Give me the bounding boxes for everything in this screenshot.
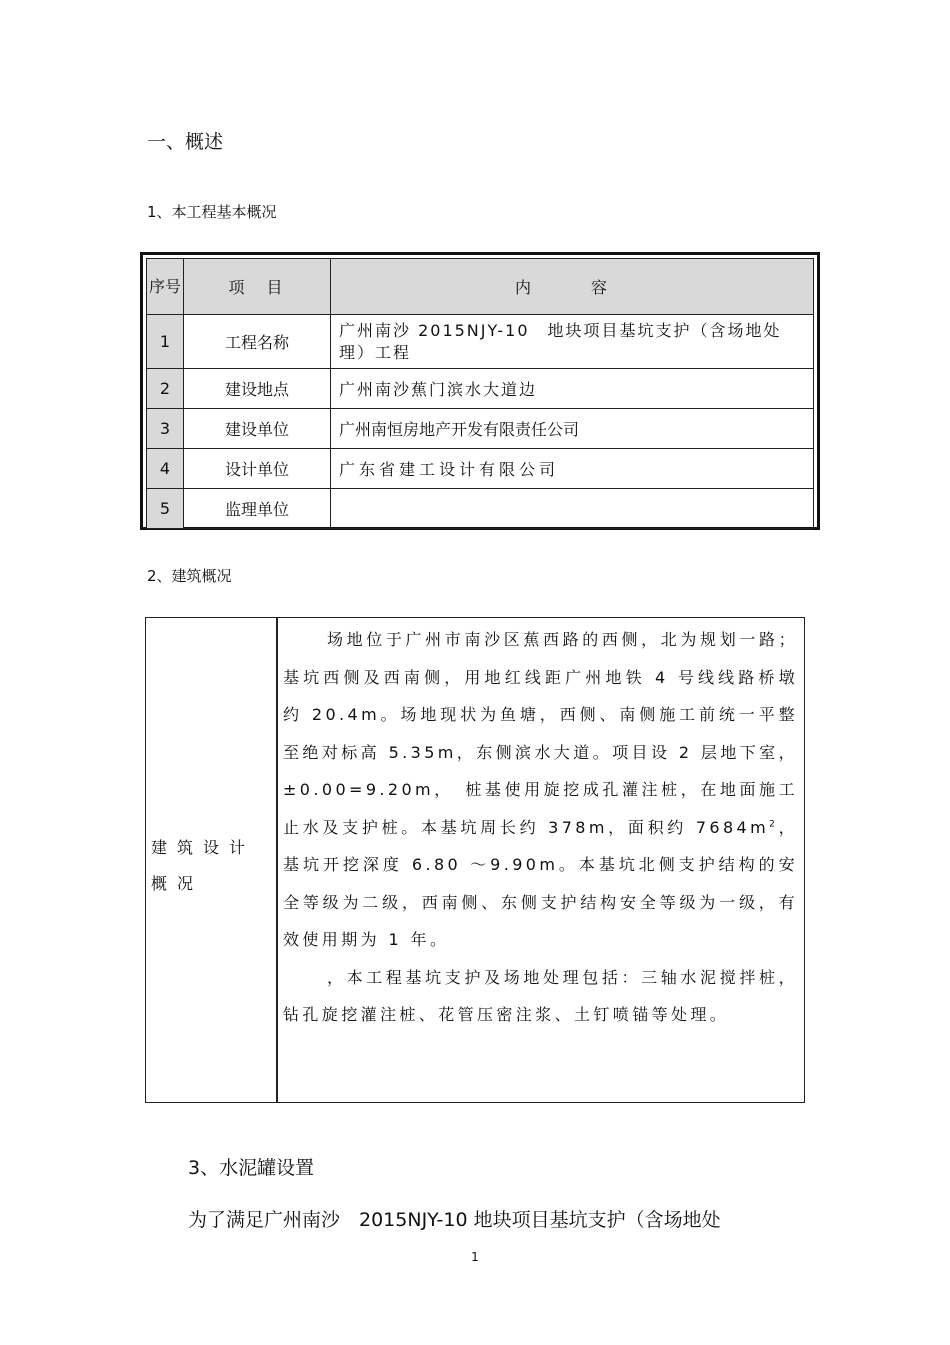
section-3-paragraph: 为了满足广州南沙 2015NJY-10 地块项目基坑支护（含场地处 [188,1209,721,1231]
superscript: 2 [769,819,779,830]
description-cell [283,621,798,1034]
section-3-title: 3、水泥罐设置 [188,1157,315,1179]
row-no: 5 [147,489,184,529]
table-row [147,409,814,449]
description-paragraph-1 [283,621,798,959]
description-text: ，基坑开挖深度 6.80 ～9.90m。本基坑北侧支护结构的安全等级为二级，西南侧、东侧支护结构安全等级为一级，有效使用期为 1 年。 [283,817,798,949]
row-item: 建设地点 [184,369,331,409]
row-content: 广州南沙蕉门滨水大道边 [331,369,814,409]
header-no: 序号 [147,259,184,315]
section-2-title: 2、建筑概况 [147,567,232,585]
table-row [147,369,814,409]
row-no: 2 [147,369,184,409]
row-no: 1 [147,315,184,369]
heading-overview: 一、概述 [147,131,224,153]
row-content: 广州南恒房地产开发有限责任公司 [331,409,814,449]
row-item: 建设单位 [184,409,331,449]
table-row [147,449,814,489]
header-content: 内 容 [331,259,814,315]
table-header-row [147,259,814,315]
row-item: 工程名称 [184,315,331,369]
table-row [147,315,814,369]
header-item: 项 目 [184,259,331,315]
label-text: 建筑设计概况 [151,838,256,893]
label-cell [146,618,278,1102]
page-number: 1 [471,1250,479,1264]
row-content: 广州南沙 2015NJY-10 地块项目基坑支护（含场地处理）工程 [331,315,814,369]
description-paragraph-2: ，本工程基坑支护及场地处理包括：三轴水泥搅拌桩，钻孔旋挖灌注桩、花管压密注浆、土钉喷锚等处理。 [283,967,798,1024]
row-content: 广东省建工设计有限公司 [331,449,814,489]
building-overview-table [145,617,805,1103]
table-row [147,489,814,529]
project-info-table [140,252,820,530]
row-item: 监理单位 [184,489,331,529]
row-content [331,489,814,529]
row-item: 设计单位 [184,449,331,489]
description-text: 场地位于广州市南沙区蕉西路的西侧，北为规划一路；基坑西侧及西南侧，用地红线距广州地铁 4 号线线路桥墩约 20.4m。场地现状为鱼塘，西侧、南侧施工前统一平整至绝对标高 5.35m，东侧滨水大道。项目设 2 层地下室，±0.00=9.20m， 桩基使用旋挖成孔灌注桩，在地面施工止水及支护桩。本基坑周长约 378m，面积约 7684m [283,630,798,837]
row-no: 3 [147,409,184,449]
row-no: 4 [147,449,184,489]
section-1-title: 1、本工程基本概况 [147,203,277,221]
